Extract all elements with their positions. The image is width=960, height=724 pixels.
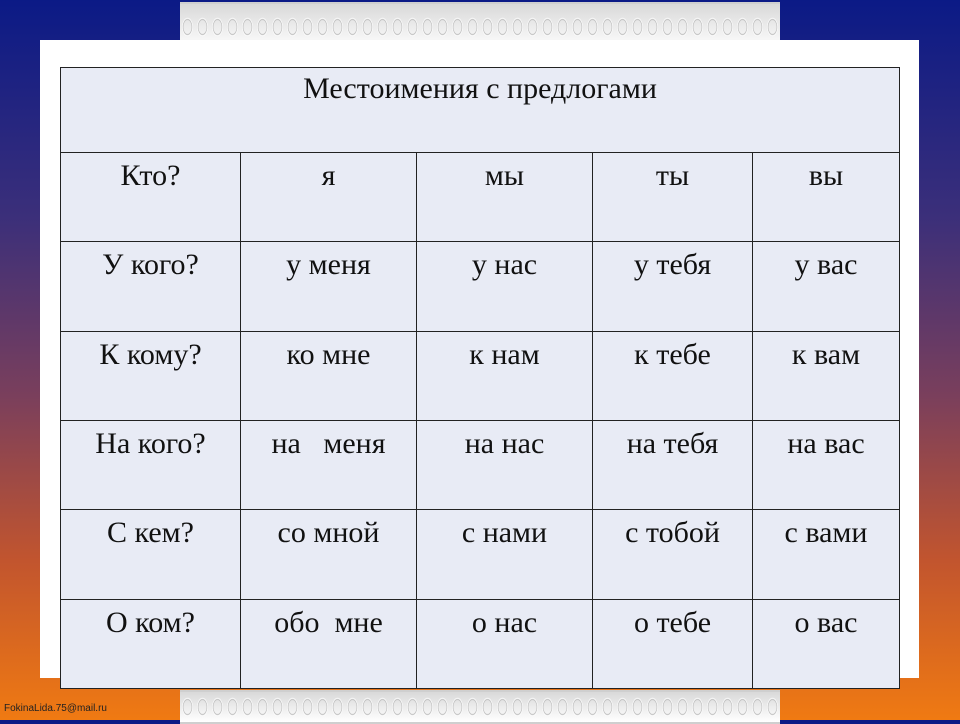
question-cell: С кем?	[61, 510, 241, 599]
table-cell: на меня	[241, 420, 417, 509]
table-cell: о тебе	[593, 599, 753, 688]
table-cell: у нас	[417, 242, 593, 331]
table-cell: ты	[593, 152, 753, 241]
pronoun-table	[60, 67, 900, 689]
table-title: Местоимения с предлогами	[61, 68, 900, 153]
table-cell: с тобой	[593, 510, 753, 599]
table-cell: у меня	[241, 242, 417, 331]
table-row	[61, 420, 900, 509]
table-cell: на нас	[417, 420, 593, 509]
watermark-text: FokinaLida.75@mail.ru	[4, 703, 107, 714]
table-cell: с вами	[753, 510, 900, 599]
question-cell: На кого?	[61, 420, 241, 509]
table-row	[61, 331, 900, 420]
table-row	[61, 152, 900, 241]
table-cell: на тебя	[593, 420, 753, 509]
table-header-row	[61, 68, 900, 153]
question-cell: К кому?	[61, 331, 241, 420]
table-cell: вы	[753, 152, 900, 241]
table-row	[61, 599, 900, 688]
table-cell: к тебе	[593, 331, 753, 420]
table-cell: к вам	[753, 331, 900, 420]
table-cell: с нами	[417, 510, 593, 599]
question-cell: У кого?	[61, 242, 241, 331]
table-cell: на вас	[753, 420, 900, 509]
table-row	[61, 242, 900, 331]
table-cell: у тебя	[593, 242, 753, 331]
table-cell: обо мне	[241, 599, 417, 688]
table-row	[61, 510, 900, 599]
table-cell: о вас	[753, 599, 900, 688]
question-cell: О ком?	[61, 599, 241, 688]
table-cell: о нас	[417, 599, 593, 688]
table-cell: к нам	[417, 331, 593, 420]
table-cell: у вас	[753, 242, 900, 331]
lace-border-bottom	[180, 690, 780, 724]
question-cell: Кто?	[61, 152, 241, 241]
table-cell: ко мне	[241, 331, 417, 420]
table-cell: мы	[417, 152, 593, 241]
table-cell: со мной	[241, 510, 417, 599]
table-cell: я	[241, 152, 417, 241]
